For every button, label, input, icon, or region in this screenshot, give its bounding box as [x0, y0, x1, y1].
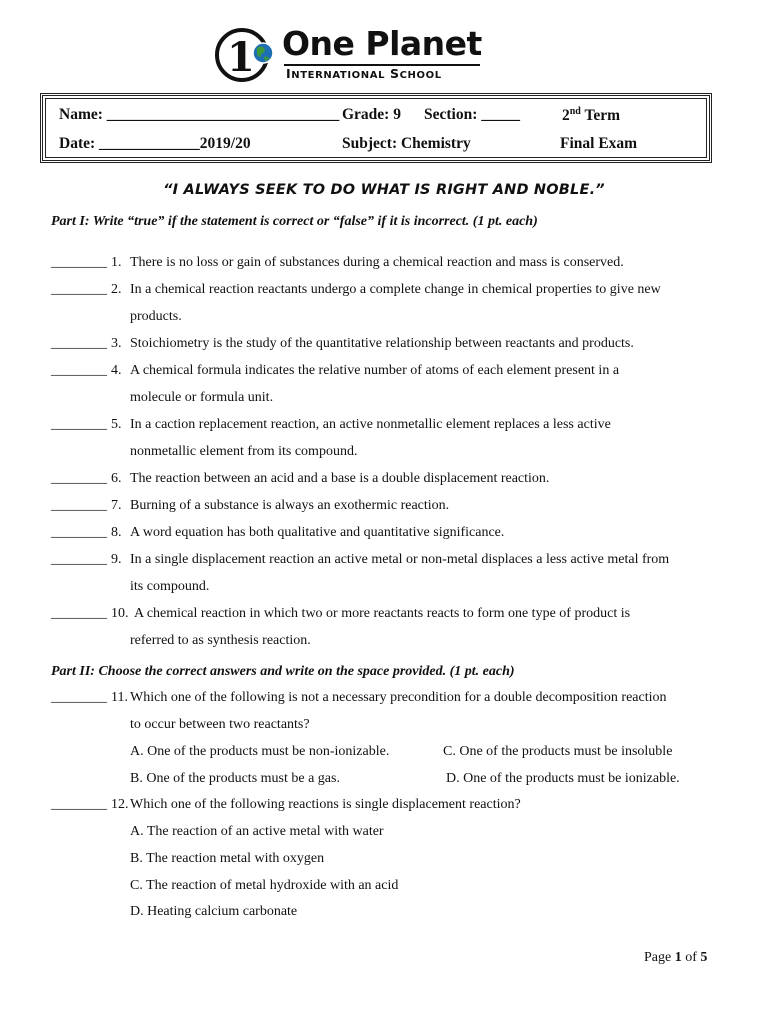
question-text: to occur between two reactants? [130, 717, 310, 732]
question-text: nonmetallic element from its compound. [130, 444, 358, 459]
question-number: 7. [111, 498, 122, 513]
answer-blank: ________ [51, 417, 107, 432]
page-indicator [644, 950, 707, 966]
term-word: Term [584, 107, 621, 125]
question-number: 1. [111, 255, 122, 270]
question-text: In a chemical reaction reactants undergo a complete change in chemical properties to give new [130, 282, 661, 297]
logo-subtitle-cap2: S [390, 66, 400, 81]
globe-logo-icon [214, 26, 276, 84]
answer-option-d: D. Heating calcium carbonate [130, 904, 298, 919]
answer-blank: ________ [51, 282, 107, 297]
logo-subtitle [286, 66, 442, 81]
logo-subtitle-rest1: NTERNATIONAL [291, 70, 386, 81]
subject-field: Subject: Chemistry [342, 135, 471, 152]
question-text: There is no loss or gain of substances during a chemical reaction and mass is conserved. [130, 255, 624, 270]
grade-field: Grade: 9 [342, 106, 401, 123]
answer-option-b: B. One of the products must be a gas. [130, 771, 340, 786]
part1-heading: Part I: Write “true” if the statement is correct or “false” if it is incorrect. (1 pt. each) [51, 214, 538, 229]
question-number: 9. [111, 552, 122, 567]
logo-title: One Planet [282, 24, 482, 63]
question-number: 2. [111, 282, 122, 297]
question-number: 11. [111, 690, 128, 705]
question-text: its compound. [130, 579, 210, 594]
answer-option-d: D. One of the products must be ionizable. [446, 771, 680, 786]
question-text: Which one of the following reactions is single displacement reaction? [130, 797, 521, 812]
question-number: 4. [111, 363, 122, 378]
answer-blank: ________ [51, 690, 107, 705]
answer-option-c: C. One of the products must be insoluble [443, 744, 673, 759]
question-text: In a caction replacement reaction, an active nonmetallic element replaces a less active [130, 417, 611, 432]
term-field [562, 106, 620, 125]
term-number: 2 [562, 107, 570, 125]
answer-blank: ________ [51, 363, 107, 378]
question-number: 8. [111, 525, 122, 540]
term-suffix: nd [569, 106, 581, 117]
answer-option-b: B. The reaction metal with oxygen [130, 851, 325, 866]
logo-subtitle-cap1: I [286, 66, 292, 81]
answer-option-a: A. One of the products must be non-ionizable. [130, 744, 390, 759]
page-number: 1 [674, 950, 682, 965]
answer-blank: ________ [51, 255, 107, 270]
question-number: 3. [111, 336, 122, 351]
section-field: Section: _____ [424, 106, 521, 123]
answer-option-a: A. The reaction of an active metal with water [130, 824, 384, 839]
logo-subtitle-rest2: CHOOL [399, 70, 442, 81]
question-number: 6. [111, 471, 122, 486]
answer-blank: ________ [51, 525, 107, 540]
question-number: 12. [111, 797, 129, 812]
date-field: Date: _____________2019/20 [59, 135, 251, 152]
question-text: A chemical formula indicates the relative number of atoms of each element present in a [130, 363, 620, 378]
question-number: 10. [111, 606, 129, 621]
exam-type: Final Exam [560, 135, 638, 152]
logo-numeral: 1 [227, 34, 255, 81]
answer-blank: ________ [51, 797, 107, 812]
page-total: 5 [700, 950, 708, 965]
part2-heading: Part II: Choose the correct answers and write on the space provided. (1 pt. each) [51, 664, 515, 679]
answer-option-c: C. The reaction of metal hydroxide with an acid [130, 878, 399, 893]
of-word: of [685, 950, 697, 965]
question-text: molecule or formula unit. [130, 390, 274, 405]
answer-blank: ________ [51, 606, 107, 621]
answer-blank: ________ [51, 336, 107, 351]
question-text: Stoichiometry is the study of the quantitative relationship between reactants and products. [130, 336, 634, 351]
answer-blank: ________ [51, 471, 107, 486]
question-text: The reaction between an acid and a base is a double displacement reaction. [130, 471, 550, 486]
page-word: Page [644, 950, 672, 965]
question-text: products. [130, 309, 182, 324]
answer-blank: ________ [51, 552, 107, 567]
school-logo [214, 24, 484, 86]
question-text: Burning of a substance is always an exothermic reaction. [130, 498, 450, 513]
question-text: Which one of the following is not a necessary precondition for a double decomposition reaction [130, 690, 667, 705]
question-text: In a single displacement reaction an active metal or non-metal displaces a less active metal from [130, 552, 670, 567]
question-number: 5. [111, 417, 122, 432]
name-field: Name: ______________________________ [59, 106, 340, 123]
question-text: referred to as synthesis reaction. [130, 633, 311, 648]
answer-blank: ________ [51, 498, 107, 513]
question-text: A chemical reaction in which two or more reactants reacts to form one type of product is [134, 606, 631, 621]
question-text: A word equation has both qualitative and quantitative significance. [130, 525, 505, 540]
school-motto: “I ALWAYS SEEK TO DO WHAT IS RIGHT AND NOBLE.” [163, 182, 605, 198]
